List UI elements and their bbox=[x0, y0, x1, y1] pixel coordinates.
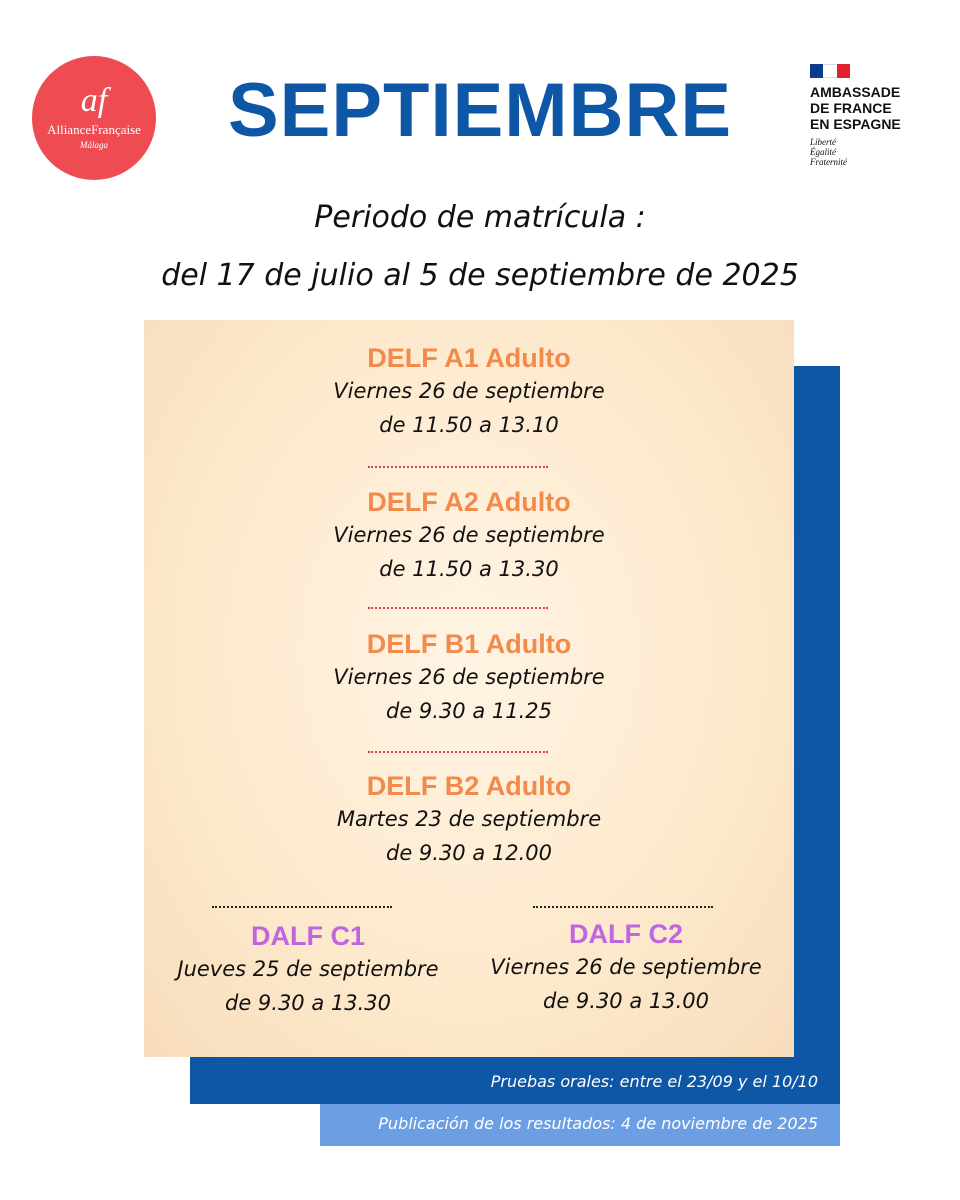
embassy-line-3: EN ESPAGNE bbox=[810, 116, 901, 132]
page-title: SEPTIEMBRE bbox=[227, 68, 733, 153]
enrolment-period-dates: del 17 de julio al 5 de septiembre de 2025 bbox=[161, 258, 799, 293]
dotted-divider bbox=[368, 466, 548, 468]
dotted-divider bbox=[212, 906, 392, 908]
oral-exams-note: Pruebas orales: entre el 23/09 y el 10/10 bbox=[490, 1072, 818, 1091]
exam-delf-b2 bbox=[144, 770, 794, 870]
exam-day: Viernes 26 de septiembre bbox=[333, 379, 605, 403]
exam-dalf-c2 bbox=[466, 918, 786, 1018]
exam-name: DALF C2 bbox=[569, 919, 683, 949]
exam-delf-b1 bbox=[144, 628, 794, 728]
motto-line-2: Égalité bbox=[810, 147, 836, 157]
french-flag-icon bbox=[810, 64, 850, 78]
exam-name: DELF B2 Adulto bbox=[366, 771, 572, 801]
exam-day: Viernes 26 de septiembre bbox=[490, 955, 762, 979]
exam-name: DELF A1 Adulto bbox=[367, 343, 571, 373]
exam-name: DALF C1 bbox=[251, 921, 365, 951]
logo-city: Málaga bbox=[80, 140, 108, 150]
exam-name: DELF A2 Adulto bbox=[367, 487, 571, 517]
exam-name: DELF B1 Adulto bbox=[366, 629, 572, 659]
logo-mark: af bbox=[80, 82, 108, 119]
exam-day: Viernes 26 de septiembre bbox=[333, 523, 605, 547]
exam-day: Martes 23 de septiembre bbox=[336, 807, 602, 831]
motto-line-3: Fraternité bbox=[810, 157, 847, 167]
exam-time: de 9.30 a 11.25 bbox=[385, 699, 553, 723]
enrolment-period-heading: Periodo de matrícula : bbox=[314, 200, 646, 235]
logo-name: AllianceFrançaise bbox=[47, 122, 141, 137]
exam-day: Jueves 25 de septiembre bbox=[177, 957, 439, 981]
exam-delf-a1 bbox=[144, 342, 794, 442]
embassy-logo bbox=[810, 64, 950, 167]
results-note: Publicación de los resultados: 4 de noviembre de 2025 bbox=[378, 1114, 818, 1133]
dotted-divider bbox=[368, 751, 548, 753]
exam-time: de 9.30 a 12.00 bbox=[385, 841, 553, 865]
motto-line-1: Liberté bbox=[810, 137, 836, 147]
dotted-divider bbox=[533, 906, 713, 908]
exam-time: de 11.50 a 13.10 bbox=[379, 413, 559, 437]
alliance-francaise-logo bbox=[32, 56, 156, 180]
exam-time: de 9.30 a 13.30 bbox=[224, 991, 392, 1015]
embassy-line-1: AMBASSADE bbox=[810, 84, 901, 100]
exam-day: Viernes 26 de septiembre bbox=[333, 665, 605, 689]
embassy-line-2: DE FRANCE bbox=[810, 100, 892, 116]
exam-delf-a2 bbox=[144, 486, 794, 586]
exam-time: de 9.30 a 13.00 bbox=[542, 989, 710, 1013]
dotted-divider bbox=[368, 607, 548, 609]
exam-time: de 11.50 a 13.30 bbox=[379, 557, 559, 581]
exam-dalf-c1 bbox=[148, 920, 468, 1020]
